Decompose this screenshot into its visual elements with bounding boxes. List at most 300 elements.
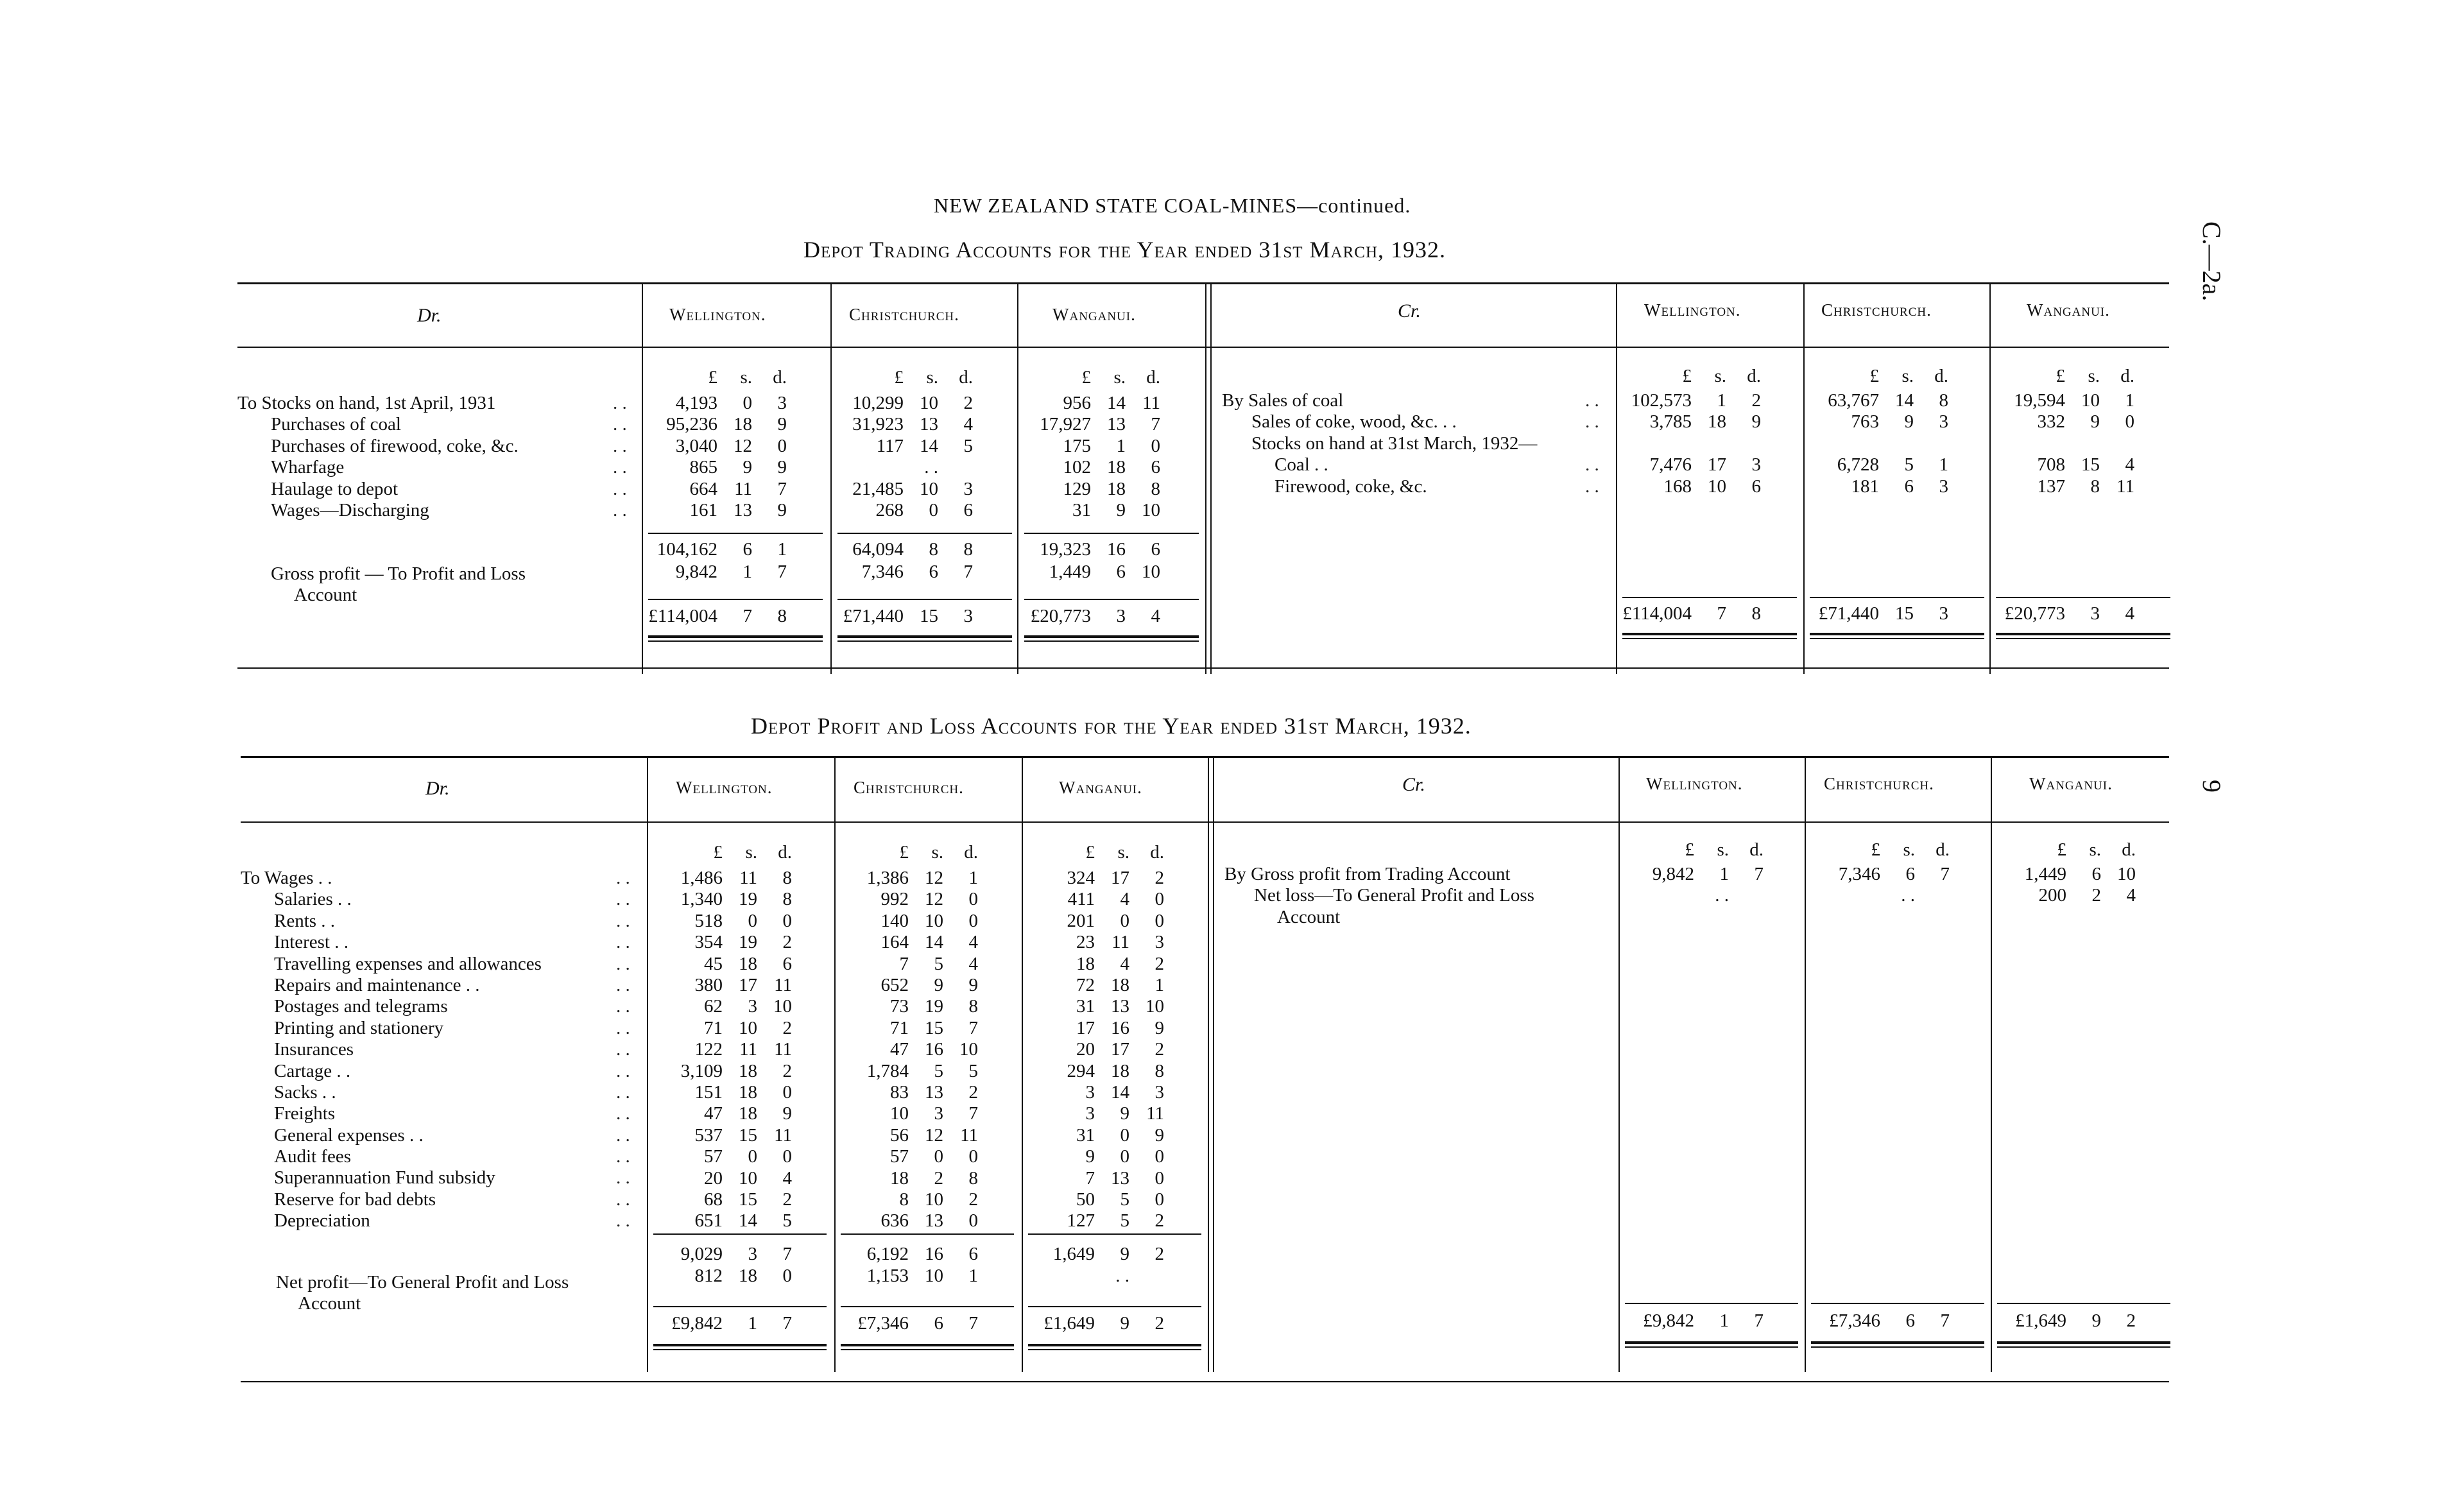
amount-pence: 0 xyxy=(968,1210,978,1232)
amount-pounds: £114,004 xyxy=(648,606,717,626)
amount-shillings: 10 xyxy=(925,1189,943,1210)
amount-pence: 7 xyxy=(777,562,787,582)
amount-shillings: 13 xyxy=(925,1210,943,1232)
amount-shillings: 2 xyxy=(934,1167,943,1189)
amount-pence: 7 xyxy=(968,1103,978,1124)
unit-symbol: d. xyxy=(2122,839,2136,860)
amount-shillings: 0 xyxy=(743,393,752,413)
amount-pence: 5 xyxy=(968,1060,978,1081)
amount-pence: 9 xyxy=(1751,411,1761,433)
amount-shillings: 7 xyxy=(1717,603,1726,624)
pl-dr-amount xyxy=(1011,911,1164,932)
amount-pence: 10 xyxy=(959,1039,978,1060)
amount-pounds: 865 xyxy=(689,457,717,478)
amount-shillings: 1 xyxy=(748,1313,757,1334)
trading-cr-amount xyxy=(1608,411,1761,433)
amount-pounds: 7,346 xyxy=(861,562,904,582)
amount-shillings: 16 xyxy=(925,1244,943,1264)
amount-shillings: 19 xyxy=(925,996,943,1017)
amount-pence: 0 xyxy=(1155,889,1164,910)
amount-pence: 5 xyxy=(963,435,973,456)
amount-pounds: 3 xyxy=(1085,1082,1095,1103)
unit-symbol: £ xyxy=(1081,367,1091,388)
pl-cr-col-christchurch: Christchurch. xyxy=(1824,774,1934,793)
pl-dr-total xyxy=(639,1313,792,1334)
pl-net-profit-amount xyxy=(1011,1266,1164,1287)
pl-dr-dots: . . . . . . . . . . . . . . . . . . . . . . . . . . . . . . . . . . xyxy=(616,868,630,1232)
amount-pence: 8 xyxy=(1939,390,1948,411)
trading-dr-amount xyxy=(820,457,973,478)
amount-shillings: 1 xyxy=(1717,390,1726,411)
trading-cr-row-label: Coal . . xyxy=(1275,454,1328,476)
unit-symbol: d. xyxy=(1747,366,1761,386)
amount-pence: 7 xyxy=(1151,414,1160,435)
amount-pence: 6 xyxy=(782,953,792,974)
amount-shillings: 0 xyxy=(934,1146,943,1167)
trading-cr-col-christchurch: Christchurch. xyxy=(1821,300,1932,320)
pl-cr-amount xyxy=(1611,885,1764,906)
unit-symbol: £ xyxy=(1869,366,1879,386)
currency-unit-header xyxy=(1008,367,1160,388)
amount-shillings: 3 xyxy=(2090,603,2100,624)
amount-pounds: 73 xyxy=(890,996,909,1017)
amount-pounds: 1,340 xyxy=(680,889,723,910)
trading-dr-amount xyxy=(1008,500,1160,521)
pl-dr-amount xyxy=(825,889,978,910)
pl-dr-amount xyxy=(1011,996,1164,1017)
trading-cr-amount xyxy=(1982,433,2134,454)
amount-shillings: 9 xyxy=(2091,1310,2101,1331)
amount-shillings: 5 xyxy=(1120,1189,1129,1210)
amount-pounds: 45 xyxy=(704,953,723,974)
amount-pounds: £7,346 xyxy=(857,1313,909,1334)
amount-pence: 3 xyxy=(1939,476,1948,497)
pl-dr-amount xyxy=(825,1061,978,1082)
amount-shillings: 1 xyxy=(1719,864,1729,884)
amount-shillings: 4 xyxy=(1120,953,1129,974)
currency-unit-header xyxy=(1011,842,1164,863)
amount-pounds: £114,004 xyxy=(1622,603,1692,624)
trading-cr-label: Cr. xyxy=(1398,300,1421,322)
amount-pence: 0 xyxy=(968,1146,978,1167)
pl-dr-amount xyxy=(639,1168,792,1189)
pl-dr-row-label: Printing and stationery xyxy=(274,1017,444,1038)
amount-shillings: 18 xyxy=(1111,1060,1129,1081)
trading-dr-subtotal xyxy=(820,539,973,560)
amount-pence: 2 xyxy=(1155,1244,1164,1264)
pl-dr-row-label: Insurances xyxy=(274,1039,354,1060)
amount-pounds: 708 xyxy=(2037,454,2065,476)
amount-pence: 2 xyxy=(968,1189,978,1210)
amount-pence: 9 xyxy=(1155,1124,1164,1146)
amount-pence: 6 xyxy=(1151,457,1160,478)
amount-shillings: 15 xyxy=(2081,454,2100,476)
pl-dr-amount xyxy=(1011,1146,1164,1167)
amount-pounds: 83 xyxy=(890,1082,909,1103)
amount-shillings: 0 xyxy=(929,500,938,520)
amount-pounds: 1,486 xyxy=(680,868,723,888)
pl-dr-amount xyxy=(1011,868,1164,889)
pl-net-profit-amount xyxy=(639,1266,792,1287)
unit-symbol: d. xyxy=(964,842,978,863)
pl-dr-amount xyxy=(639,932,792,953)
amount-pounds: 380 xyxy=(694,975,723,995)
amount-shillings: 10 xyxy=(925,1266,943,1286)
pl-dr-subtotal xyxy=(1011,1244,1164,1265)
pl-dr-amount xyxy=(825,1210,978,1232)
amount-shillings: 6 xyxy=(1116,562,1126,582)
amount-pounds: 1,649 xyxy=(1052,1244,1095,1264)
pl-cr-col-wellington: Wellington. xyxy=(1646,774,1743,793)
amount-pence: 2 xyxy=(782,932,792,953)
currency-unit-header xyxy=(1982,366,2134,387)
trading-cr-total xyxy=(1982,603,2134,624)
amount-shillings: . . xyxy=(924,457,938,478)
pl-dr-amount xyxy=(639,1018,792,1039)
amount-pounds: 19,323 xyxy=(1040,539,1091,560)
amount-pence: 2 xyxy=(1155,1210,1164,1232)
pl-dr-amount xyxy=(1011,1061,1164,1082)
amount-pounds: 127 xyxy=(1067,1210,1095,1232)
amount-pence: 6 xyxy=(963,500,973,520)
amount-shillings: . . xyxy=(1115,1266,1129,1286)
amount-pounds: 17,927 xyxy=(1040,414,1091,435)
trading-dr-label: Dr. xyxy=(417,305,442,326)
pl-dr-amount xyxy=(1011,1018,1164,1039)
amount-pence: 4 xyxy=(1151,606,1160,626)
pl-dr-amount xyxy=(639,975,792,996)
amount-pounds: £20,773 xyxy=(1030,606,1091,626)
amount-pounds: 71 xyxy=(704,1017,723,1038)
amount-pence: 8 xyxy=(1155,1060,1164,1081)
amount-shillings: 15 xyxy=(739,1124,757,1146)
amount-shillings: 8 xyxy=(2090,476,2100,497)
amount-pence: 9 xyxy=(1155,1017,1164,1038)
pl-cr-amount xyxy=(1983,864,2136,885)
pl-cr-col-wanganui: Wanganui. xyxy=(2029,774,2113,793)
currency-unit-header xyxy=(1796,366,1948,387)
amount-pence: 7 xyxy=(1940,864,1950,884)
pl-dr-amount xyxy=(639,1082,792,1103)
amount-pence: 10 xyxy=(1146,996,1164,1017)
amount-shillings: 5 xyxy=(934,953,943,974)
amount-shillings: 11 xyxy=(739,1039,757,1060)
amount-pounds: £7,346 xyxy=(1829,1310,1880,1331)
amount-shillings: 15 xyxy=(925,1017,943,1038)
unit-symbol: £ xyxy=(894,367,904,388)
trading-dr-amount xyxy=(820,393,973,414)
amount-pounds: £9,842 xyxy=(671,1313,723,1334)
trading-dr-row-label: Wages—Discharging xyxy=(271,499,429,520)
amount-pence: 3 xyxy=(777,393,787,413)
pl-dr-row-label: Repairs and maintenance . . xyxy=(274,974,480,995)
amount-shillings: 18 xyxy=(1107,457,1126,478)
amount-shillings: 9 xyxy=(743,457,752,478)
trading-dr-amount xyxy=(634,479,787,500)
amount-pence: 6 xyxy=(968,1244,978,1264)
amount-pounds: 95,236 xyxy=(666,414,717,435)
trading-dr-amount xyxy=(634,393,787,414)
trading-cr-row-label: Stocks on hand at 31st March, 1932— xyxy=(1251,433,1538,454)
pl-dr-labels xyxy=(241,868,542,1232)
pl-dr-amount xyxy=(639,1125,792,1146)
currency-unit-header xyxy=(820,367,973,388)
trading-dr-row-label: Purchases of firewood, coke, &c. xyxy=(271,435,519,456)
amount-pence: 2 xyxy=(782,1017,792,1038)
currency-unit-header xyxy=(1983,839,2136,861)
amount-shillings: 14 xyxy=(1107,393,1126,413)
trading-cr-amount xyxy=(1796,390,1948,411)
pl-cr-row-label: By Gross profit from Trading Account xyxy=(1224,864,1511,884)
pl-dr-amount xyxy=(1011,1039,1164,1060)
unit-symbol: £ xyxy=(1085,842,1095,863)
amount-pounds: 117 xyxy=(876,435,904,456)
amount-pounds: 9,029 xyxy=(680,1244,723,1264)
trading-dr-amount xyxy=(1008,414,1160,435)
amount-pence: 0 xyxy=(1155,910,1164,931)
amount-shillings: 13 xyxy=(1107,414,1126,435)
amount-pounds: 122 xyxy=(694,1039,723,1060)
trading-dr-amount xyxy=(820,479,973,500)
trading-dr-amount xyxy=(820,436,973,457)
amount-shillings: 5 xyxy=(934,1060,943,1081)
unit-symbol: d. xyxy=(773,367,787,388)
amount-pounds: 7,476 xyxy=(1649,454,1692,476)
amount-shillings: 1 xyxy=(743,562,752,582)
pl-dr-amount xyxy=(639,1210,792,1232)
amount-pounds: 18 xyxy=(890,1167,909,1189)
trading-dr-row-label: To Stocks on hand, 1st April, 1931 xyxy=(237,393,496,413)
amount-shillings: 18 xyxy=(1107,478,1126,499)
pl-dr-amount xyxy=(825,1189,978,1210)
page-heading: NEW ZEALAND STATE COAL-MINES—continued. xyxy=(934,194,1411,217)
amount-shillings: 18 xyxy=(739,1060,757,1081)
pl-cr-amount xyxy=(1983,907,2136,928)
amount-pence: 10 xyxy=(1142,562,1160,582)
amount-pence: 2 xyxy=(1155,1313,1164,1334)
amount-pounds: 129 xyxy=(1063,478,1091,499)
pl-dr-row-label: Freights xyxy=(274,1103,336,1124)
amount-pence: 4 xyxy=(2125,603,2134,624)
amount-shillings: 18 xyxy=(739,1266,757,1286)
trading-cr-amount xyxy=(1608,454,1761,476)
amount-shillings: 9 xyxy=(1120,1103,1129,1124)
pl-dr-amount xyxy=(825,954,978,975)
amount-pounds: 72 xyxy=(1076,975,1095,995)
amount-shillings: 12 xyxy=(925,889,943,910)
amount-shillings: 9 xyxy=(934,975,943,995)
amount-shillings: 2 xyxy=(2091,885,2101,906)
trading-gross-profit-amount xyxy=(634,562,787,583)
amount-pounds: 9,842 xyxy=(675,562,717,582)
amount-shillings: . . xyxy=(1715,885,1729,906)
pl-col-wanganui: Wanganui. xyxy=(1059,778,1142,797)
trading-title: Depot Trading Accounts for the Year ended 31st March, 1932. xyxy=(803,237,1446,262)
currency-unit-header xyxy=(825,842,978,863)
amount-pence: 0 xyxy=(968,910,978,931)
amount-pence: 9 xyxy=(777,500,787,520)
unit-symbol: d. xyxy=(778,842,792,863)
unit-symbol: d. xyxy=(1749,839,1764,860)
amount-pounds: 268 xyxy=(875,500,904,520)
trading-cr-amount xyxy=(1608,390,1761,411)
amount-shillings: 14 xyxy=(925,932,943,953)
amount-pence: 4 xyxy=(968,953,978,974)
amount-pounds: 992 xyxy=(880,889,909,910)
trading-dr-total xyxy=(1008,606,1160,627)
amount-pounds: 140 xyxy=(880,910,909,931)
unit-symbol: s. xyxy=(740,367,752,388)
amount-pence: 9 xyxy=(777,457,787,478)
pl-dr-row-label: Superannuation Fund subsidy xyxy=(274,1167,495,1189)
amount-shillings: 4 xyxy=(1120,889,1129,910)
trading-cr-row-label: Firewood, coke, &c. xyxy=(1275,476,1427,497)
amount-pounds: £9,842 xyxy=(1643,1310,1694,1331)
amount-shillings: 11 xyxy=(734,478,752,499)
amount-pounds: 332 xyxy=(2037,411,2065,433)
pl-dr-amount xyxy=(825,932,978,953)
amount-pounds: 175 xyxy=(1063,435,1091,456)
unit-symbol: s. xyxy=(2089,839,2101,860)
currency-unit-header xyxy=(634,367,787,388)
amount-pounds: 168 xyxy=(1663,476,1692,497)
pl-dr-amount xyxy=(825,868,978,889)
amount-pence: 0 xyxy=(782,1146,792,1167)
amount-shillings: 7 xyxy=(743,606,752,626)
amount-pounds: 324 xyxy=(1067,868,1095,888)
amount-shillings: 9 xyxy=(1116,500,1126,520)
amount-pounds: £71,440 xyxy=(843,606,904,626)
amount-pounds: 1,449 xyxy=(1049,562,1091,582)
currency-unit-header xyxy=(639,842,792,863)
amount-shillings: 0 xyxy=(748,910,757,931)
pl-cr-row-label: Net loss—To General Profit and Loss xyxy=(1254,885,1534,906)
pl-dr-subtotal xyxy=(639,1244,792,1265)
amount-shillings: 0 xyxy=(748,1146,757,1167)
trading-dr-total xyxy=(820,606,973,627)
amount-pence: 3 xyxy=(963,606,973,626)
pl-net-profit-amount xyxy=(825,1266,978,1287)
pl-dr-total xyxy=(1011,1313,1164,1334)
amount-pounds: 9 xyxy=(1085,1146,1095,1167)
amount-shillings: 5 xyxy=(1904,454,1914,476)
amount-pounds: 8 xyxy=(899,1189,909,1210)
amount-pence: 0 xyxy=(1151,435,1160,456)
amount-pence: 3 xyxy=(1751,454,1761,476)
trading-dr-amount xyxy=(634,500,787,521)
unit-symbol: £ xyxy=(2056,366,2065,386)
pl-dr-row-label: Depreciation xyxy=(274,1210,370,1232)
amount-pounds: 812 xyxy=(694,1266,723,1286)
amount-pence: 11 xyxy=(1146,1103,1164,1124)
pl-dr-amount xyxy=(639,1039,792,1060)
amount-pence: 7 xyxy=(782,1244,792,1264)
trading-cr-row-label: Sales of coke, wood, &c. . . xyxy=(1251,411,1457,433)
amount-shillings: 18 xyxy=(1708,411,1726,433)
amount-pounds: 763 xyxy=(1851,411,1879,433)
amount-shillings: 15 xyxy=(739,1189,757,1210)
amount-pounds: 63,767 xyxy=(1828,390,1879,411)
amount-shillings: 6 xyxy=(934,1313,943,1334)
trading-dr-row-label: Wharfage xyxy=(271,457,345,478)
trading-cr-amount xyxy=(1796,454,1948,476)
amount-pence: 2 xyxy=(1155,868,1164,888)
trading-dr-dots: . . . . . . . . . . . . xyxy=(613,393,627,520)
amount-shillings: 9 xyxy=(1120,1313,1129,1334)
unit-symbol: d. xyxy=(959,367,973,388)
amount-pounds: 161 xyxy=(689,500,717,520)
amount-shillings: 17 xyxy=(1111,1039,1129,1060)
amount-pounds: 201 xyxy=(1067,910,1095,931)
amount-pounds: 651 xyxy=(694,1210,723,1232)
unit-symbol: s. xyxy=(1717,839,1729,860)
trading-col-christchurch: Christchurch. xyxy=(849,305,959,324)
amount-shillings: 10 xyxy=(739,1167,757,1189)
amount-pence: 1 xyxy=(968,868,978,888)
amount-pence: 4 xyxy=(782,1167,792,1189)
amount-pounds: 57 xyxy=(890,1146,909,1167)
amount-pence: 10 xyxy=(773,996,792,1017)
trading-cr-dots: . . . . . . . . xyxy=(1585,390,1599,497)
amount-pounds: 4,193 xyxy=(675,393,717,413)
pl-cr-total xyxy=(1611,1310,1764,1332)
pl-dr-amount xyxy=(1011,889,1164,910)
trading-gross-profit-label xyxy=(271,563,526,606)
amount-pence: 8 xyxy=(968,996,978,1017)
unit-symbol: d. xyxy=(1934,366,1948,386)
pl-dr-amount xyxy=(1011,1210,1164,1232)
amount-pounds: 18 xyxy=(1076,953,1095,974)
amount-pounds: 518 xyxy=(694,910,723,931)
pl-cr-amount xyxy=(1797,864,1950,885)
amount-shillings: 10 xyxy=(1708,476,1726,497)
amount-shillings: 12 xyxy=(734,435,752,456)
amount-shillings: 13 xyxy=(920,414,938,435)
amount-shillings: 16 xyxy=(1107,539,1126,560)
amount-shillings: 11 xyxy=(1112,932,1129,953)
pl-dr-amount xyxy=(639,911,792,932)
pl-title: Depot Profit and Loss Accounts for the Year ended 31st March, 1932. xyxy=(751,713,1472,739)
amount-pounds: 1,449 xyxy=(2024,864,2066,884)
pl-net-profit-label-line: Net profit—To General Profit and Loss xyxy=(276,1272,569,1293)
amount-pence: 2 xyxy=(1751,390,1761,411)
amount-pounds: £1,649 xyxy=(2015,1310,2066,1331)
amount-pence: 0 xyxy=(777,435,787,456)
pl-cr-amount xyxy=(1797,907,1950,928)
unit-symbol: £ xyxy=(2057,839,2066,860)
unit-symbol: d. xyxy=(1146,367,1160,388)
trading-gross-profit-label-line: Gross profit — To Profit and Loss xyxy=(271,563,526,584)
trading-dr-amount xyxy=(820,414,973,435)
pl-dr-amount xyxy=(1011,1189,1164,1210)
pl-cr-total xyxy=(1983,1310,2136,1332)
amount-pence: 1 xyxy=(777,539,787,560)
trading-cr-amount xyxy=(1796,476,1948,497)
amount-pounds: 3 xyxy=(1085,1103,1095,1124)
pl-col-wellington: Wellington. xyxy=(676,778,773,797)
pl-dr-row-label: To Wages . . xyxy=(241,868,332,888)
pl-dr-amount xyxy=(825,1018,978,1039)
pl-dr-amount xyxy=(639,889,792,910)
amount-pounds: 200 xyxy=(2038,885,2066,906)
amount-pounds: 9,842 xyxy=(1652,864,1694,884)
amount-pence: 3 xyxy=(1939,411,1948,433)
unit-symbol: £ xyxy=(1685,839,1694,860)
unit-symbol: £ xyxy=(899,842,909,863)
unit-symbol: s. xyxy=(1903,839,1915,860)
amount-pence: 4 xyxy=(2125,454,2134,476)
pl-dr-label: Dr. xyxy=(425,778,450,799)
